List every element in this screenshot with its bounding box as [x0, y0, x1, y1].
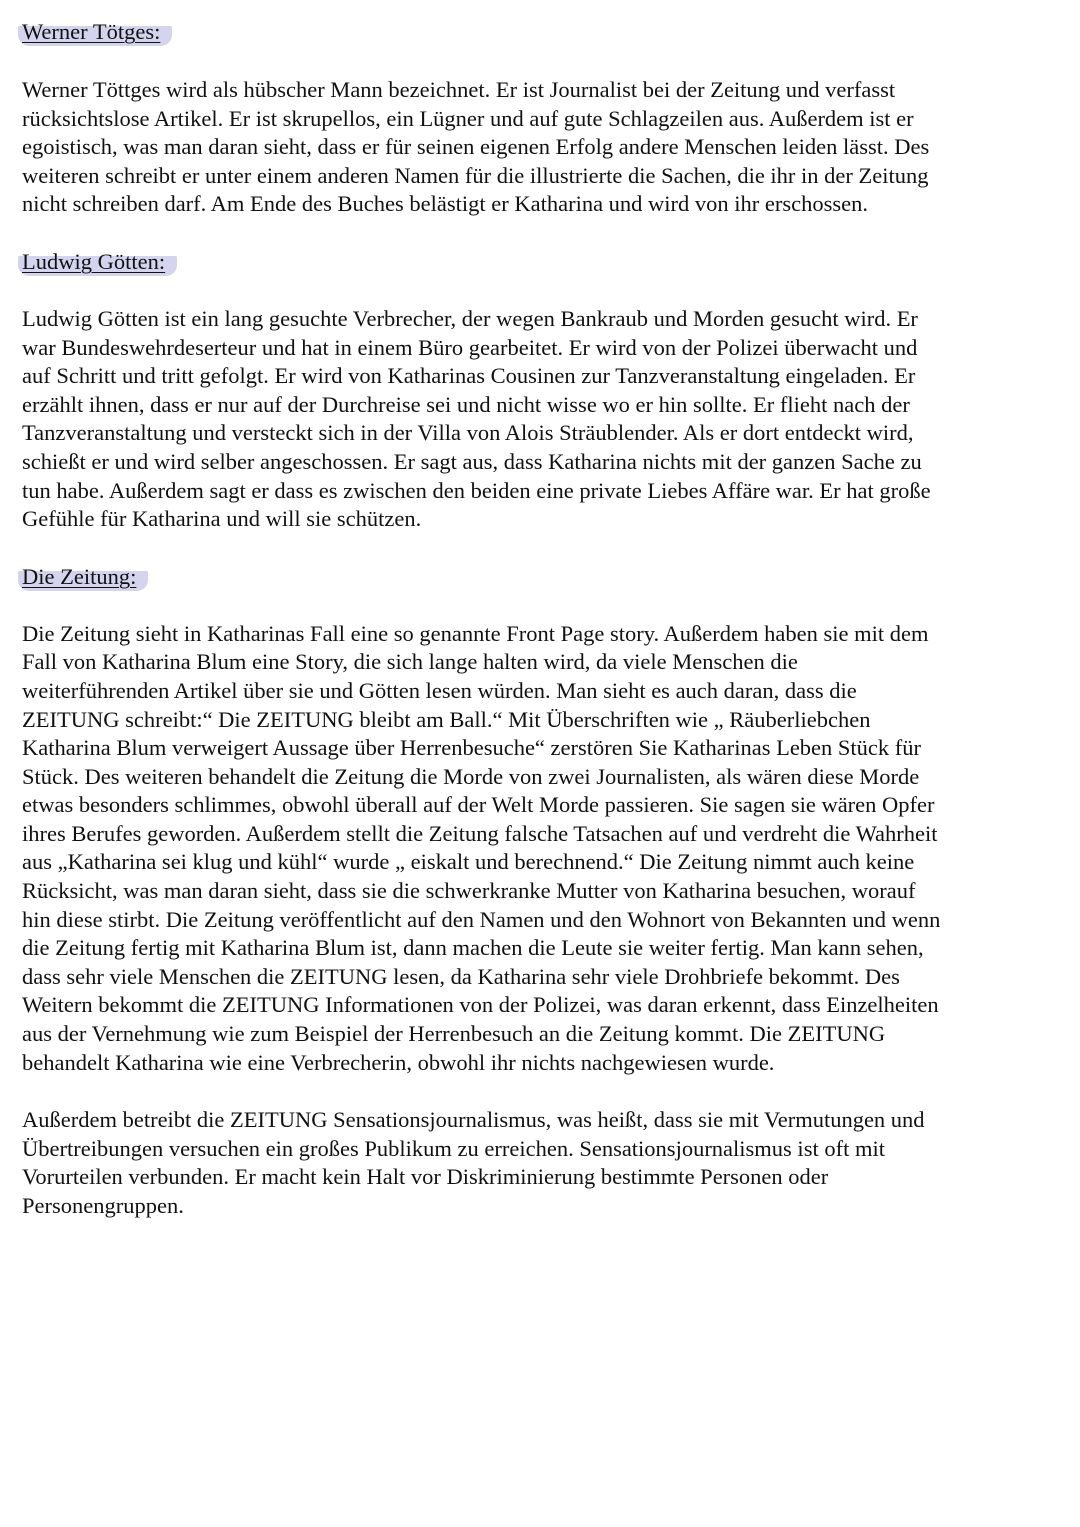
text-line: Außerdem betreibt die ZEITUNG Sensationsjournalismus, was heißt, dass sie mit Vermutungen und: [22, 1107, 925, 1133]
text-line: Übertreibungen versuchen ein großes Publikum zu erreichen. Sensationsjournalismus ist oft mit: [22, 1135, 885, 1161]
text-line: Vorurteilen verbunden. Er macht kein Halt vor Diskriminierung bestimmte Personen oder: [22, 1164, 829, 1190]
text-line: hin diese stirbt. Die Zeitung veröffentlicht auf den Namen und den Wohnort von Bekannten und wenn: [22, 906, 941, 932]
text-line: Fall von Katharina Blum eine Story, die sich lange halten wird, da viele Menschen die: [22, 649, 798, 675]
text-line: Ludwig Götten ist ein lang gesuchte Verbrecher, der wegen Bankraub und Morden gesucht wird. Er: [22, 305, 918, 331]
section-heading: Ludwig Götten:: [18, 248, 177, 276]
text-line: Die Zeitung sieht in Katharinas Fall eine so genannte Front Page story. Außerdem haben sie mit dem: [22, 620, 929, 646]
text-line: Werner Töttges wird als hübscher Mann bezeichnet. Er ist Journalist bei der Zeitung und verfasst: [22, 77, 896, 102]
section-die-zeitung: [22, 563, 1052, 1221]
text-line: erzählt ihnen, dass er nur auf der Durchreise sei und nicht wisse wo er hin sollte. Er flieht nach der: [22, 391, 910, 417]
text-line: Rücksicht, was man daran sieht, dass sie die schwerkranke Mutter von Katharina besuchen, worauf: [22, 878, 916, 904]
text-line: Personengruppen.: [22, 1193, 184, 1218]
document-body: [22, 18, 1052, 1221]
text-line: schießt er und wird selber angeschossen. Er sagt aus, dass Katharina nichts mit der ganzen Sache zu: [22, 448, 922, 474]
section-heading: Werner Tötges:: [18, 18, 172, 46]
paragraph: [22, 1106, 1052, 1220]
section-ludwig-goetten: [22, 248, 1052, 534]
text-line: ihres Berufes geworden. Außerdem stellt die Zeitung falsche Tatsachen auf und verdreht die Wahrheit: [22, 820, 938, 846]
paragraph: [22, 305, 1052, 534]
paragraph: [22, 76, 1052, 219]
text-line: egoistisch, was man daran sieht, dass er für seinen eigenen Erfolg andere Menschen leiden lässt. Des: [22, 134, 930, 160]
text-line: rücksichtslose Artikel. Er ist skrupellos, ein Lügner und auf gute Schlagzeilen aus. Außerdem ist er: [22, 105, 914, 131]
text-line: nicht schreiben darf. Am Ende des Buches belästigt er Katharina und wird von ihr erschossen.: [22, 191, 869, 217]
text-line: war Bundeswehrdeserteur und hat in einem Büro gearbeitet. Er wird von der Polizei überwacht und: [22, 334, 918, 360]
text-line: Stück. Des weiteren behandelt die Zeitung die Morde von zwei Journalisten, als wären diese Morde: [22, 763, 920, 789]
text-line: behandelt Katharina wie eine Verbrecherin, obwohl ihr nichts nachgewiesen wurde.: [22, 1049, 775, 1075]
paragraph: [22, 620, 1052, 1078]
text-line: auf Schritt und tritt gefolgt. Er wird von Katharinas Cousinen zur Tanzveranstaltung eingeladen. Er: [22, 363, 916, 389]
text-line: Gefühle für Katharina und will sie schützen.: [22, 506, 422, 532]
text-line: ZEITUNG schreibt:“ Die ZEITUNG bleibt am Ball.“ Mit Überschriften wie „ Räuberliebchen: [22, 706, 871, 732]
text-line: tun habe. Außerdem sagt er dass es zwischen den beiden eine private Liebes Affäre war. Er hat große: [22, 477, 931, 503]
text-line: Katharina Blum verweigert Aussage über Herrenbesuche“ zerstören Sie Katharinas Leben Stück für: [22, 735, 922, 761]
text-line: etwas besonders schlimmes, obwohl überall auf der Welt Morde passieren. Sie sagen sie wären Opfer: [22, 792, 935, 818]
text-line: aus der Vernehmung wie zum Beispiel der Herrenbesuch an die Zeitung kommt. Die ZEITUNG: [22, 1021, 886, 1047]
section-heading: Die Zeitung:: [18, 563, 148, 591]
text-line: weiteren schreibt er unter einem anderen Namen für die illustrierte die Sachen, die ihr in der Zeitung: [22, 162, 929, 188]
text-line: Tanzveranstaltung und versteckt sich in der Villa von Alois Sträublender. Als er dort entdeckt wird,: [22, 420, 914, 446]
text-line: die Zeitung fertig mit Katharina Blum ist, dann machen die Leute sie weiter fertig. Man kann sehen,: [22, 935, 924, 961]
text-line: dass sehr viele Menschen die ZEITUNG lesen, da Katharina sehr viele Drohbriefe bekommt. Des: [22, 963, 900, 989]
text-line: aus „Katharina sei klug und kühl“ wurde „ eiskalt und berechnend.“ Die Zeitung nimmt auch keine: [22, 849, 915, 875]
section-werner-toetges: [22, 18, 1052, 219]
text-line: Weitern bekommt die ZEITUNG Informationen von der Polizei, was daran erkennt, dass Einzelheiten: [22, 992, 939, 1018]
text-line: weiterführenden Artikel über sie und Götten lesen würden. Man sieht es auch daran, dass die: [22, 677, 857, 703]
